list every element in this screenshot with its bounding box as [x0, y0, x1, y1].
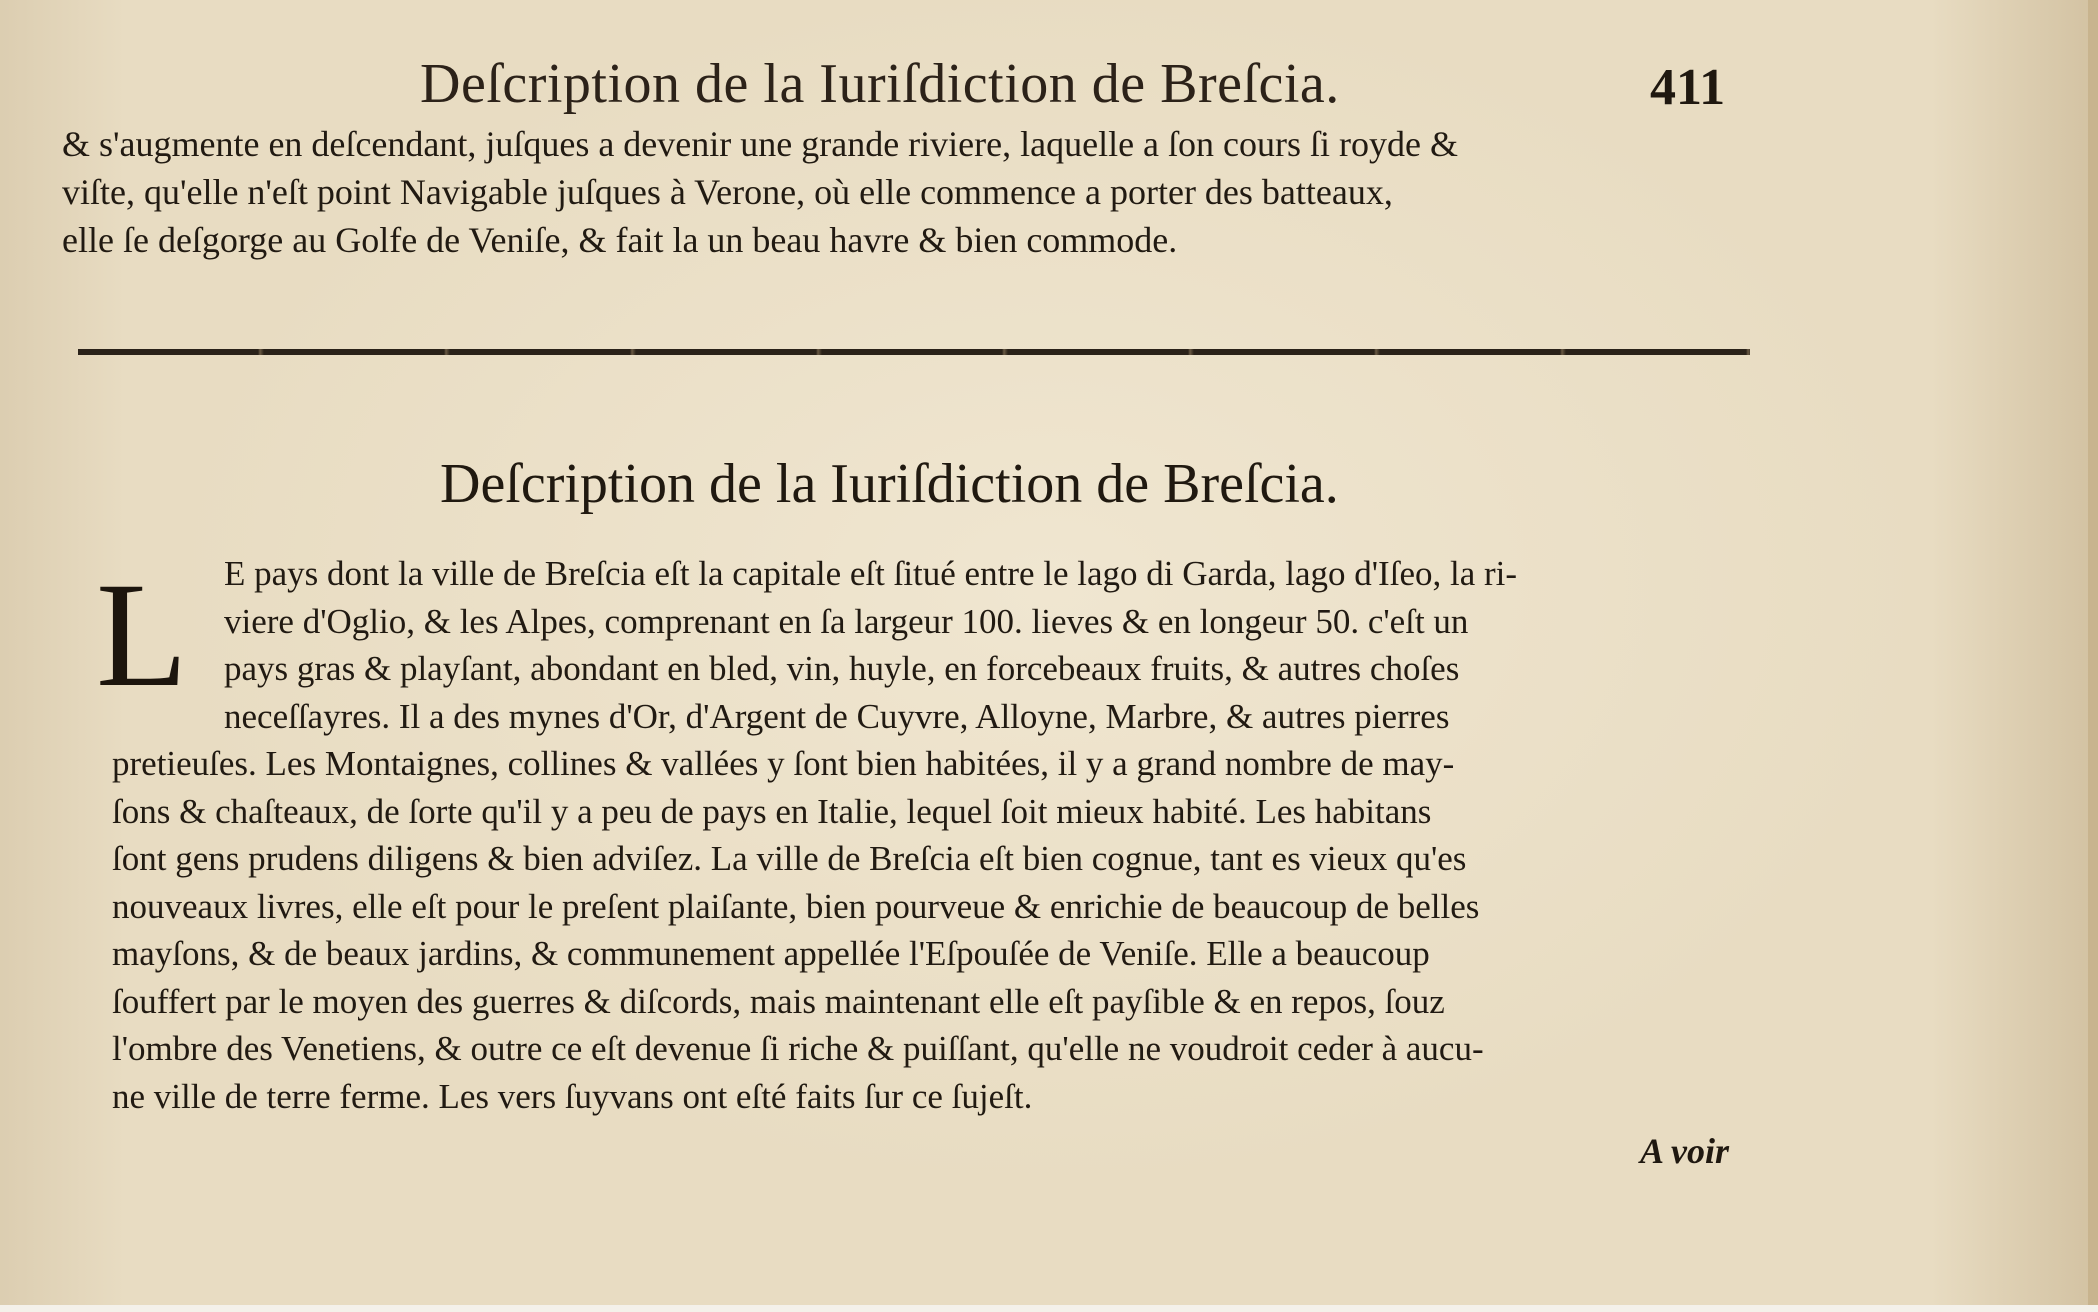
scan-margin	[0, 1305, 2098, 1312]
text-line: elle ſe deſgorge au Golfe de Veniſe, & fait la un beau havre & bien commode.	[62, 220, 1178, 260]
text-line: l'ombre des Venetiens, & outre ce eſt devenue ſi riche & puiſſant, qu'elle ne voudroit ceder à aucu-	[112, 1029, 1484, 1068]
running-head: Deſcription de la Iuriſdiction de Breſcia.	[420, 53, 1340, 115]
text-line: neceſſayres. Il a des mynes d'Or, d'Argent de Cuyvre, Alloyne, Marbre, & autres pierres	[224, 696, 1450, 736]
section-title: Deſcription de la Iuriſdiction de Breſcia.	[440, 453, 1339, 515]
text-line: ſont gens prudens diligens & bien adviſez. La ville de Breſcia eſt bien cognue, tant es vieux qu'es	[112, 839, 1467, 878]
text-line: mayſons, & de beaux jardins, & communement appellée l'Eſpouſée de Veniſe. Elle a beaucoup	[112, 934, 1430, 973]
text-line: viere d'Oglio, & les Alpes, comprenant en ſa largeur 100. lieves & en longeur 50. c'eſt un	[224, 601, 1469, 641]
text-line: pretieuſes. Les Montaignes, collines & vallées y ſont bien habitées, il y a grand nombre de may-	[112, 744, 1455, 783]
text-line: ſouffert par le moyen des guerres & diſcords, mais maintenant elle eſt payſible & en repos, ſouz	[112, 981, 1445, 1021]
page-number: 411	[1650, 59, 1726, 116]
text-line: E pays dont la ville de Breſcia eſt la capitale eſt ſitué entre le lago di Garda, lago d'Iſeo, la ri-	[224, 554, 1518, 593]
text-line: viſte, qu'elle n'eſt point Navigable juſques à Verone, où elle commence a porter des batteaux,	[62, 172, 1393, 212]
text-line: pays gras & playſant, abondant en bled, vin, huyle, en forcebeaux fruits, & autres choſes	[224, 649, 1460, 688]
text-line: ne ville de terre ferme. Les vers ſuyvans ont eſté faits ſur ce ſujeſt.	[112, 1076, 1033, 1116]
text-line: & s'augmente en deſcendant, juſques a devenir une grande riviere, laquelle a ſon cours ſi royde &	[62, 124, 1458, 164]
drop-cap-initial: L	[96, 552, 188, 718]
carryover-paragraph	[62, 120, 1762, 264]
text-line: ſons & chaſteaux, de ſorte qu'il y a peu de pays en Italie, lequel ſoit mieux habité. Les habitans	[112, 791, 1432, 831]
text-line: nouveaux livres, elle eſt pour le preſent plaiſante, bien pourveue & enrichie de beaucoup de belles	[112, 886, 1480, 926]
catchword: A voir	[1640, 1131, 1730, 1171]
section-divider-rule	[78, 349, 1750, 355]
body-paragraph	[112, 550, 1762, 1120]
page-edge-shadow	[2088, 0, 2098, 1305]
